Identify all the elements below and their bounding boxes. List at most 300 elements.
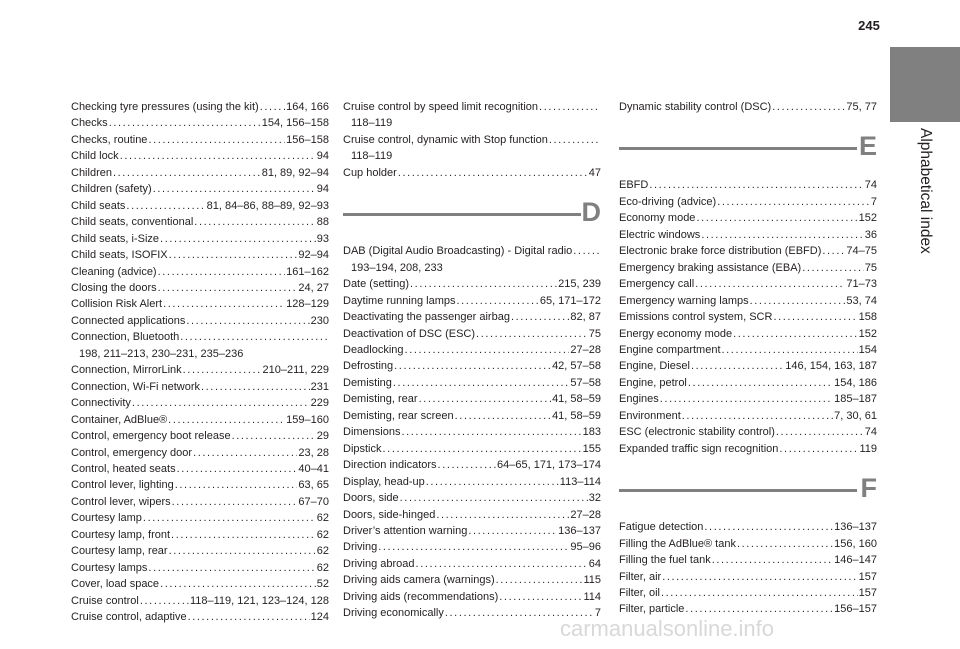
index-term: Children (safety) [71,183,152,196]
leader-dots [183,362,262,378]
leader-dots [662,569,857,585]
index-pages: 7, 30, 61 [834,409,877,422]
index-pages: 215, 239 [558,278,601,291]
index-term: Courtesy lamp, front [71,528,171,541]
leader-dots [109,115,261,131]
index-pages: 94 [316,150,329,163]
index-pages: 157 [858,570,877,583]
index-pages: 74–75 [846,245,877,258]
leader-dots [573,243,600,259]
index-entry [71,477,329,493]
index-pages: 94 [316,183,329,196]
index-entry [71,198,329,214]
index-term: Emergency warning lamps [619,294,749,307]
index-entry [343,276,601,292]
index-entry [71,165,329,181]
index-pages: 229 [310,397,329,410]
index-pages: 136–137 [558,524,601,537]
section-letter: F [860,473,877,504]
index-pages: 40–41 [298,462,329,475]
index-term: EBFD [619,179,649,192]
index-term: Filter, air [619,570,662,583]
index-term: Expanded traffic sign recognition [619,442,779,455]
index-term: Cup holder [343,166,397,179]
leader-dots [168,412,285,428]
index-entry [343,589,601,605]
index-pages: 62 [316,528,329,541]
index-term: Demisting [343,376,392,389]
index-pages: 81, 89, 92–94 [261,166,329,179]
leader-dots [549,132,600,148]
leader-dots [722,342,858,358]
index-entry [71,148,329,164]
index-entry [71,362,329,378]
index-entry [71,609,329,625]
index-pages: 53, 74 [846,294,877,307]
index-entry [71,379,329,395]
index-term: Emissions control system, SCR [619,311,773,324]
index-pages: 88 [316,216,329,229]
index-entry [71,247,329,263]
index-term: Driving aids (recommendations) [343,590,499,603]
section-heading [619,473,877,513]
leader-dots [688,375,833,391]
leader-dots [468,523,557,539]
index-pages: 7 [594,607,601,620]
leader-dots [393,375,570,391]
index-pages: 64 [588,557,601,570]
side-tab [890,0,960,649]
index-term: Checking tyre pressures (using the kit) [71,101,259,113]
index-entry [619,552,877,568]
leader-dots [733,326,858,342]
index-term: Control, emergency door [71,446,193,459]
index-entry [71,214,329,230]
index-pages: 71–73 [846,278,877,291]
leader-dots [476,326,588,342]
leader-dots [193,445,297,461]
index-term: Cruise control, dynamic with Stop function [343,133,548,146]
index-entry [619,585,877,601]
index-term: Engine, petrol [619,376,687,389]
index-pages: 64–65, 171, 173–174 [497,459,601,472]
index-column-2 [343,99,601,622]
index-term: Connected applications [71,314,186,327]
index-term: Demisting, rear screen [343,409,454,422]
watermark: carmanualsonline.info [560,616,775,641]
index-term: Connection, Wi-Fi network [71,380,200,393]
index-term: Emergency call [619,278,695,291]
index-entry [71,132,329,148]
index-entry [619,441,877,457]
leader-dots [696,210,857,226]
index-pages: 154, 156–158 [261,117,329,130]
index-term: Courtesy lamp [71,512,142,525]
index-term: Environment [619,409,681,422]
leader-dots [496,572,583,588]
index-term: Cruise control, adaptive [71,611,187,624]
leader-dots [773,309,857,325]
index-entry [71,280,329,296]
index-pages: 158 [858,311,877,324]
index-term: Cover, load space [71,578,160,591]
index-entry [619,408,877,424]
index-term: Closing the doors [71,281,157,294]
index-entry [619,276,877,292]
index-term: Cleaning (advice) [71,265,157,278]
index-term: Energy economy mode [619,327,733,340]
index-pages: 57–58 [570,376,601,389]
index-entry [343,391,601,407]
index-pages: 183 [582,426,601,439]
index-term: Economy mode [619,212,696,225]
index-entry [619,177,877,193]
index-term: Driving abroad [343,557,415,570]
index-pages: 115 [583,574,601,587]
index-term: Engines [619,393,659,406]
index-term: Checks [71,117,108,130]
index-entry [71,428,329,444]
index-term: Deactivation of DSC (ESC) [343,327,476,340]
leader-dots [772,99,845,115]
leader-dots [539,99,600,115]
index-pages: 164, 166 [286,101,329,113]
index-pages: 75 [588,327,601,340]
index-entry [343,293,601,309]
section-rule [619,489,857,492]
index-pages: 41, 58–59 [552,409,601,422]
index-term: DAB (Digital Audio Broadcasting) - Digital radio [343,245,573,258]
index-term: ESC (electronic stability control) [619,426,775,439]
leader-dots [660,391,833,407]
index-entry [343,99,601,115]
index-entry [71,543,329,559]
leader-dots [410,276,557,292]
index-pages-continued: 118–119 [351,117,393,130]
index-entry [71,231,329,247]
leader-dots [455,408,551,424]
index-entry [619,342,877,358]
index-pages: 36 [864,228,877,241]
index-entry [343,309,601,325]
section-letter: D [581,197,601,228]
side-tab-block [890,47,960,122]
index-pages: 154 [858,343,877,356]
leader-dots [822,243,845,259]
index-term: Control lever, lighting [71,479,174,492]
index-term: Courtesy lamp, rear [71,545,168,558]
index-term: Daytime running lamps [343,294,456,307]
index-pages: 230 [310,314,329,327]
index-pages: 62 [316,512,329,525]
index-pages: 74 [864,179,877,192]
leader-dots [172,494,298,510]
index-entry [343,441,601,457]
index-entry [71,181,329,197]
index-entry [71,395,329,411]
index-term: Child seats, conventional [71,216,194,229]
index-entry [71,527,329,543]
leader-dots [416,556,588,572]
index-term: Driver’s attention warning [343,524,468,537]
index-pages: 156–158 [286,133,329,146]
index-term: Display, head-up [343,475,425,488]
index-pages: 159–160 [286,413,329,426]
leader-dots [113,165,261,181]
index-term: Container, AdBlue® [71,413,168,426]
index-entry [71,593,329,609]
leader-dots [649,177,863,193]
leader-dots [140,593,189,609]
index-entry [71,445,329,461]
index-term: Fatigue detection [619,521,704,534]
index-pages: 156–157 [834,603,877,616]
index-term: Emergency braking assistance (EBA) [619,261,802,274]
page-number: 245 [858,18,880,33]
index-entry [71,329,329,345]
index-term: Demisting, rear [343,393,418,406]
leader-dots [175,477,298,493]
index-entry [343,342,601,358]
index-entry [71,296,329,312]
index-term: Doors, side-hinged [343,508,436,521]
index-entry [343,326,601,342]
index-pages: 124 [310,611,329,624]
leader-dots [160,231,316,247]
leader-dots [438,457,496,473]
section-letter: E [858,131,877,162]
leader-dots [400,490,588,506]
index-pages-continued: 193–194, 208, 233 [351,261,443,274]
index-pages: 67–70 [298,495,329,508]
index-entry [343,572,601,588]
index-entry [71,264,329,280]
index-entry [343,375,601,391]
index-pages: 75, 77 [846,101,877,113]
index-term: Cruise control by speed limit recognition [343,101,539,113]
index-term: Courtesy lamps [71,561,148,574]
leader-dots [153,181,316,197]
index-pages: 210–211, 229 [262,364,329,377]
index-term: Direction indicators [343,459,437,472]
index-entry [343,132,601,148]
index-entry [619,519,877,535]
index-term: Collision Risk Alert [71,298,163,311]
leader-dots [405,342,570,358]
leader-dots [186,313,309,329]
index-entry [619,293,877,309]
index-term: Connection, Bluetooth [71,331,180,344]
index-pages: 63, 65 [298,479,329,492]
index-entry [619,227,877,243]
leader-dots [120,148,316,164]
index-pages: 92–94 [298,249,329,262]
index-pages: 52 [316,578,329,591]
index-pages: 152 [858,327,877,340]
index-pages: 75 [864,261,877,274]
index-entry [343,539,601,555]
index-term: Checks, routine [71,133,148,146]
index-entry [619,326,877,342]
index-term: Dimensions [343,426,401,439]
index-pages: 128–129 [286,298,329,311]
leader-dots [704,519,833,535]
index-entry [71,576,329,592]
index-pages: 113–114 [559,475,601,488]
index-entry [71,99,329,115]
index-pages: 146–147 [834,554,877,567]
index-term: Engine, Diesel [619,360,690,373]
index-term: Child seats, ISOFIX [71,249,168,262]
index-term: Deactivating the passenger airbag [343,311,510,324]
index-column-3 [619,99,877,618]
leader-dots [383,441,582,457]
leader-dots [394,358,551,374]
index-pages: 136–137 [834,521,877,534]
index-pages-continued: 118–119 [351,150,393,163]
index-pages: 23, 28 [298,446,329,459]
index-entry [619,391,877,407]
leader-dots [750,293,846,309]
index-pages: 185–187 [834,393,877,406]
leader-dots [171,527,316,543]
index-pages: 157 [858,586,877,599]
leader-dots [148,132,285,148]
leader-dots [148,560,315,576]
index-term: Driving economically [343,607,444,620]
index-pages: 32 [588,492,601,505]
index-column-1 [71,99,329,626]
index-entry [343,507,601,523]
index-entry [619,260,877,276]
leader-dots [232,428,316,444]
index-pages: 119 [859,442,877,455]
index-term: Eco-driving (advice) [619,195,717,208]
leader-dots [163,296,285,312]
index-pages: 62 [316,561,329,574]
index-entry [343,424,601,440]
index-entry [343,457,601,473]
index-term: Engine compartment [619,343,721,356]
index-pages: 114 [583,590,601,603]
index-pages: 231 [310,380,329,393]
index-pages: 27–28 [570,343,601,356]
index-entry [619,210,877,226]
leader-dots [712,552,833,568]
leader-dots [169,543,316,559]
index-term: Filter, particle [619,603,685,616]
index-term: Filling the fuel tank [619,554,711,567]
index-entry [343,358,601,374]
leader-dots [717,194,870,210]
leader-dots [180,329,328,345]
leader-dots [661,585,858,601]
index-term: Filter, oil [619,586,660,599]
index-pages: 95–96 [570,541,601,554]
index-pages: 155 [582,442,601,455]
leader-dots [169,247,298,263]
index-term: Date (setting) [343,278,410,291]
leader-dots [398,165,588,181]
section-rule [619,147,857,150]
leader-dots [126,198,205,214]
index-pages: 161–162 [286,265,329,278]
leader-dots [401,424,581,440]
index-pages: 146, 154, 163, 187 [785,360,877,373]
index-term: Children [71,166,112,179]
index-entry [71,461,329,477]
index-term: Control, heated seats [71,462,176,475]
index-pages: 65, 171–172 [539,294,601,307]
leader-dots [177,461,298,477]
leader-dots [436,507,569,523]
index-entry [71,494,329,510]
index-entry [343,408,601,424]
leader-dots [158,280,298,296]
index-term: Electronic brake force distribution (EBFD) [619,245,822,258]
leader-dots [426,474,559,490]
leader-dots [194,214,315,230]
index-term: Child seats, i-Size [71,232,160,245]
index-entry [343,523,601,539]
index-entry [619,375,877,391]
index-entry [71,510,329,526]
index-entry [619,424,877,440]
leader-dots [260,99,285,115]
index-pages: 154, 186 [834,376,877,389]
index-pages: 24, 27 [298,281,329,294]
index-term: Child lock [71,150,119,163]
index-entry [343,165,601,181]
leader-dots [682,408,833,424]
leader-dots [802,260,864,276]
index-term: Electric windows [619,228,701,241]
index-pages: 93 [316,232,329,245]
leader-dots [691,358,784,374]
index-entry [71,313,329,329]
index-entry [619,194,877,210]
index-term: Dipstick [343,442,382,455]
index-entry [71,560,329,576]
leader-dots [378,539,569,555]
index-pages: 42, 57–58 [552,360,601,373]
side-tab-label: Alphabetical index [917,128,934,254]
leader-dots [188,609,310,625]
index-pages: 62 [316,545,329,558]
leader-dots [737,536,833,552]
leader-dots [776,424,864,440]
leader-dots [201,379,310,395]
index-term: Cruise control [71,594,139,607]
index-term: Dynamic stability control (DSC) [619,101,772,113]
leader-dots [143,510,316,526]
index-entry [619,569,877,585]
leader-dots [132,395,310,411]
leader-dots [695,276,845,292]
index-term: Driving [343,541,378,554]
index-pages: 7 [870,195,877,208]
index-entry [71,412,329,428]
section-heading [619,131,877,171]
index-term: Child seats [71,199,126,212]
leader-dots [457,293,539,309]
leader-dots [419,391,551,407]
index-entry [619,99,877,115]
index-entry [619,309,877,325]
index-term: Connectivity [71,397,131,410]
index-pages: 47 [588,166,601,179]
index-entry [619,536,877,552]
